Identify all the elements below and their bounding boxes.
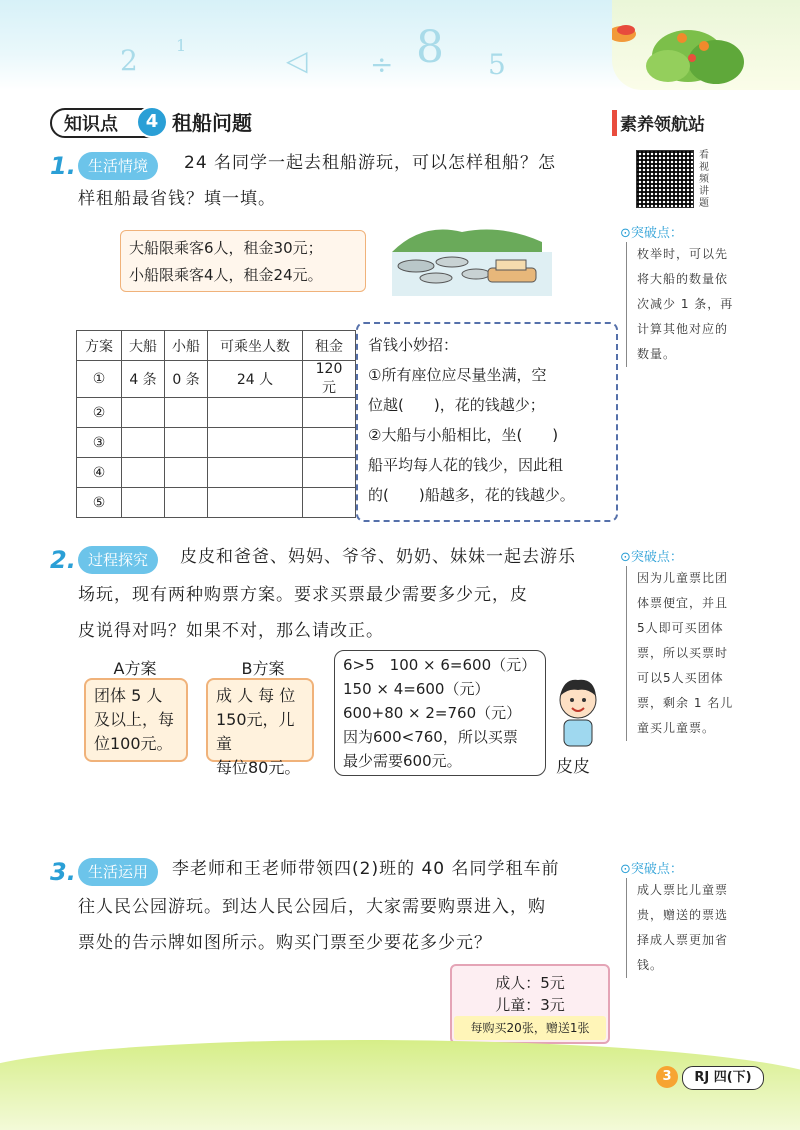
decor-digit: 8 (416, 22, 444, 73)
answer-cell[interactable] (208, 428, 303, 458)
table-row (77, 428, 356, 458)
table-cell: 4 条 (122, 361, 165, 398)
q3-text-line2: 往人民公园游玩。到达人民公园后，大家需要购票进入，购 (78, 897, 546, 917)
tip-line: 因为儿童票比团 (637, 571, 729, 585)
table-row (77, 398, 356, 428)
answer-cell[interactable] (122, 398, 165, 428)
tip-line: 数量。 (637, 347, 677, 361)
q2-text-line3: 皮说得对吗？如果不对，那么请改正。 (78, 621, 384, 641)
answer-cell[interactable] (165, 398, 208, 428)
section-number: 4 (136, 106, 168, 138)
tip-head: ⊙突破点： (620, 550, 683, 565)
q2-text-line2: 场玩，现有两种购票方案。要求买票最少需要多少元，皮 (78, 585, 528, 605)
answer-cell[interactable] (165, 428, 208, 458)
q1-text-line2: 样租船最省钱？填一填。 (78, 189, 276, 209)
col-header: 租金 (303, 331, 356, 361)
bubble-line: 6>5 100 × 6=600（元） (343, 656, 537, 674)
col-header: 小船 (165, 331, 208, 361)
plan-line: 及以上，每 (94, 710, 175, 729)
tip-line: 票，剩余 1 名儿 (637, 696, 734, 710)
table-row (77, 361, 356, 398)
side-title-marker (612, 110, 617, 136)
plan-a-label: A方案 (113, 659, 157, 678)
bubble-line: 最少需要600元。 (343, 752, 462, 770)
sign-note: 每购买20张，赠送1张 (454, 1016, 606, 1040)
tip-line: 将大船的数量依 (637, 272, 729, 286)
plan-b-box (206, 678, 314, 777)
qr-label: 看视频讲题 (699, 150, 709, 209)
tips-line: ②大船与小船相比，坐( ) (368, 426, 559, 444)
cond-line: 大船限乘客6人，租金30元； (129, 239, 323, 257)
answer-cell[interactable] (208, 398, 303, 428)
qr-code[interactable] (636, 150, 694, 208)
speech-bubble (334, 650, 546, 776)
decor-digit: 2 (120, 44, 138, 77)
tip-line: 成人票比儿童票 (637, 883, 729, 897)
section-title: 租船问题 (172, 111, 252, 135)
q2-text-line1: 皮皮和爸爸、妈妈、爷爷、奶奶、妹妹一起去游乐 (180, 547, 576, 567)
col-header: 可乘坐人数 (208, 331, 303, 361)
plant-illustration (612, 0, 800, 90)
q1-tips-box (356, 322, 618, 522)
answer-cell[interactable] (122, 488, 165, 518)
plan-line: 团体 5 人 (94, 686, 163, 705)
tips-title: 省钱小妙招： (368, 336, 459, 354)
tips-line: 位越( )，花的钱越少； (368, 396, 545, 414)
tip-line: 贵，赠送的票选 (637, 908, 729, 922)
edition-label: RJ 四(下) (682, 1066, 764, 1090)
answer-cell[interactable] (303, 488, 356, 518)
plan-line: 成 人 每 位 (216, 686, 296, 705)
tip-line: 5人即可买团体 (637, 621, 724, 635)
q1-text-line1: 24 名同学一起去租船游玩，可以怎样租船？怎 (184, 153, 557, 173)
tips-line: ①所有座位应尽量坐满，空 (368, 366, 547, 384)
tips-line: 的( )船越多，花的钱越少。 (368, 486, 575, 504)
sign-child: 儿童：3元 (495, 996, 565, 1014)
table-header-row (77, 331, 356, 361)
boats-illustration (392, 222, 552, 296)
bubble-line: 150 × 4=600（元） (343, 680, 490, 698)
col-header: 方案 (77, 331, 122, 361)
q1-conditions (120, 230, 366, 292)
footer-hill (0, 1040, 800, 1130)
answer-cell[interactable] (208, 458, 303, 488)
answer-cell[interactable] (165, 488, 208, 518)
q2-number: 2. (50, 546, 76, 574)
table-row (77, 458, 356, 488)
side-tip-1 (626, 242, 756, 367)
table-cell: ① (77, 361, 122, 398)
plan-line: 位100元。 (94, 734, 173, 753)
decor-triangle: ◁ (286, 44, 308, 77)
answer-cell[interactable] (122, 458, 165, 488)
answer-cell[interactable] (303, 398, 356, 428)
tip-line: 次减少 1 条，再 (637, 297, 734, 311)
tip-line: 童买儿童票。 (637, 721, 716, 735)
cond-line: 小船限乘客4人，租金24元。 (129, 266, 323, 284)
table-cell: ④ (77, 458, 122, 488)
plan-a-box (84, 678, 188, 762)
plan-line: 每位80元。 (216, 758, 301, 777)
decor-divide: ÷ (370, 48, 394, 81)
plan-line: 150元，儿童 (216, 710, 295, 753)
tip-head-text: 突破点： (630, 862, 683, 877)
answer-cell[interactable] (303, 428, 356, 458)
page-number: 3 (656, 1066, 678, 1088)
plan-b-label: B方案 (241, 659, 285, 678)
tip-line: 钱。 (637, 958, 664, 972)
answer-cell[interactable] (122, 428, 165, 458)
table-row (77, 488, 356, 518)
q3-tag: 生活运用 (78, 858, 158, 886)
bubble-line: 600+80 × 2=760（元） (343, 704, 522, 722)
q3-text-line1: 李老师和王老师带领四(2)班的 40 名同学租车前 (172, 859, 560, 879)
kid-name: 皮皮 (556, 757, 590, 777)
table-cell: ⑤ (77, 488, 122, 518)
q2-tag: 过程探究 (78, 546, 158, 574)
table-cell: ② (77, 398, 122, 428)
tip-head: ⊙突破点： (620, 862, 683, 877)
side-tip-3 (626, 878, 756, 978)
tip-line: 计算其他对应的 (637, 322, 729, 336)
q3-number: 3. (50, 858, 76, 886)
kid-illustration (552, 676, 604, 752)
tip-head: ⊙突破点： (620, 226, 683, 241)
table-cell: 24 人 (208, 361, 303, 398)
tip-head-text: 突破点： (630, 226, 683, 241)
table-cell: ③ (77, 428, 122, 458)
ticket-sign (450, 964, 610, 1044)
decor-digit: 5 (488, 48, 506, 81)
section-label: 知识点 (50, 108, 162, 138)
side-title: 素养领航站 (620, 115, 705, 135)
answer-cell[interactable] (208, 488, 303, 518)
tip-line: 可以5人买团体 (637, 671, 724, 685)
table-cell: 0 条 (165, 361, 208, 398)
decor-digit: 1 (176, 36, 187, 55)
tip-head-text: 突破点： (630, 550, 683, 565)
bubble-line: 因为600<760，所以买票 (343, 728, 518, 746)
side-tip-2 (626, 566, 756, 741)
q3-text-line3: 票处的告示牌如图所示。购买门票至少要花多少元？ (78, 933, 492, 953)
q1-tag: 生活情境 (78, 152, 158, 180)
tip-line: 择成人票更加省 (637, 933, 729, 947)
answer-cell[interactable] (303, 458, 356, 488)
q1-plan-table (76, 330, 356, 518)
table-cell: 120 元 (303, 361, 356, 398)
sign-adult: 成人：5元 (495, 974, 565, 992)
tip-line: 票，所以买票时 (637, 646, 729, 660)
tip-line: 体票便宜，并且 (637, 596, 729, 610)
answer-cell[interactable] (165, 458, 208, 488)
col-header: 大船 (122, 331, 165, 361)
tips-line: 船平均每人花的钱少，因此租 (368, 456, 564, 474)
q1-number: 1. (50, 152, 76, 180)
tip-line: 枚举时，可以先 (637, 247, 729, 261)
